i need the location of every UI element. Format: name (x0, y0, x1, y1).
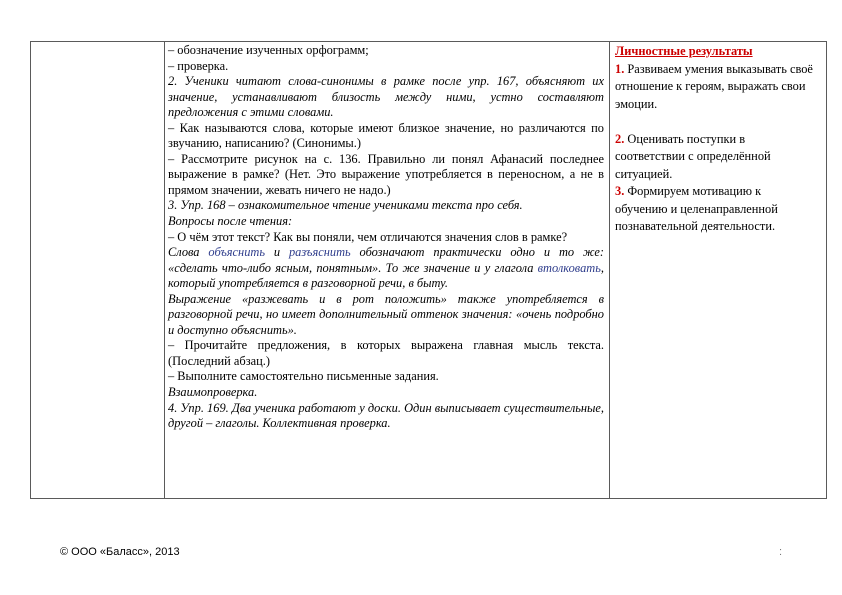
keyword-drum-into: втолковать (537, 260, 601, 275)
answer-text: , который употребляется в разговорной речи, в быту. (168, 260, 604, 291)
text-line: – обозначение изученных орфограмм; (168, 43, 369, 57)
step-2: 2. Ученики читают слова-синонимы в рамке после упр. 167, объясняют их значение, устанавливают близость между ними, устно составляют предложения с этими словами. (168, 74, 604, 120)
result-number: 2. (615, 131, 625, 146)
answer-synonyms (168, 245, 604, 292)
footer-copyright: © ООО «Баласс», 2013 (60, 546, 180, 558)
result-number: 1. (615, 61, 625, 76)
answer-text: обозначают практически одно и то же: «сделать что-либо ясным, понятным». То же значение и у глагола (168, 245, 605, 275)
result-number: 3. (615, 184, 625, 198)
keyword-explain: объяснить (208, 245, 265, 260)
column-divider-1 (164, 41, 165, 499)
after-reading-heading: Вопросы после чтения: (168, 214, 293, 229)
step-3: 3. Упр. 168 – ознакомительное чтение учениками текста про себя. (168, 198, 523, 213)
column-divider-2 (609, 41, 610, 499)
step-4: 4. Упр. 169. Два ученика работают у доски. Один выписывает существительные, другой – глаголы. Коллективная проверка. (168, 400, 604, 431)
question-main-idea: – Прочитайте предложения, в которых выражена главная мысль текста. (Последний абзац.) (168, 338, 604, 368)
result-text: Формируем мотивацию к обучению и целенаправленной познавательной деятельности. (615, 184, 778, 233)
footer-mark: : (779, 546, 783, 558)
keyword-clarify: разъяснить (288, 245, 351, 260)
answer-text: Слова (168, 245, 209, 260)
result-text: Оценивать поступки в соответствии с определённой ситуацией. (615, 131, 771, 181)
result-item-2 (615, 131, 815, 184)
peer-check: Взаимопроверка. (168, 385, 258, 400)
text-line: – проверка. (168, 58, 229, 73)
lesson-activities-column (168, 43, 604, 432)
result-item-1 (615, 61, 815, 114)
question-synonyms: – Как называются слова, которые имеют близкое значение, но различаются по звучанию, написанию? (Синонимы.) (168, 120, 604, 151)
question-text-meaning: – О чём этот текст? Как вы поняли, чем отличаются значения слов в рамке? (168, 229, 568, 244)
personal-results-column (615, 43, 815, 236)
answer-expression: Выражение «разжевать и в рот положить» также употребляется в разговорной речи, но имеет дополнительный оттенок значения: «очень подробно и доступно объяснить». (168, 291, 604, 337)
result-item-3 (615, 183, 815, 236)
spacer (615, 113, 815, 131)
result-text: Развиваем умения выказывать своё отношение к героям, выражать свои эмоции. (615, 61, 813, 111)
answer-text: и (264, 245, 289, 260)
question-picture: – Рассмотрите рисунок на с. 136. Правильно ли понял Афанасий последнее выражение в рамке? (Нет. Это выражение употребляется в переносном, а не в прямом значении, жевать ничего не надо.) (168, 151, 604, 197)
personal-results-title: Личностные результаты (615, 44, 753, 58)
instruction-written-tasks: – Выполните самостоятельно письменные задания. (168, 369, 439, 384)
